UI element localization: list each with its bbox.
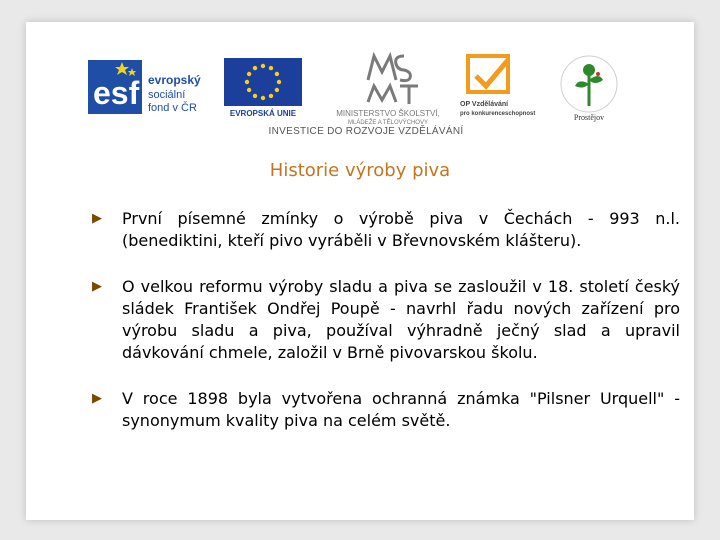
svg-text:esf: esf: [93, 75, 140, 111]
eu-star: [247, 72, 251, 76]
eu-star: [245, 80, 249, 84]
eu-text: EVROPSKÁ UNIE: [229, 109, 297, 118]
eu-star: [275, 88, 279, 92]
bullet-item: [92, 388, 680, 432]
bullet-list: [92, 208, 680, 456]
op-text-1: OP Vzdělávání: [460, 101, 509, 108]
slide: [26, 22, 694, 520]
investment-caption: INVESTICE DO ROZVOJE VZDĚLÁVÁNÍ: [268, 126, 464, 137]
eu-star: [253, 66, 257, 70]
bullet-item: [92, 276, 680, 364]
msmt-text-2: MLÁDEŽE A TĚLOVÝCHOVY: [348, 120, 428, 124]
esf-logo: [88, 54, 218, 118]
eu-star: [269, 66, 273, 70]
eu-star: [261, 64, 265, 68]
eu-star: [261, 96, 265, 100]
esf-text-2: sociální: [148, 89, 186, 101]
eu-star: [269, 94, 273, 98]
op-vzdelavani-logo: [456, 52, 546, 122]
msmt-text-1: MINISTERSTVO ŠKOLSTVÍ,: [336, 109, 440, 118]
eu-star: [253, 94, 257, 98]
bullet-icon: ▶: [92, 211, 102, 226]
bullet-text: O velkou reformu výroby sladu a piva se zasloužil v 18. století český sládek František Ondřej Poupě - navrhl řadu nových zařízení pro výrobu sladu a piva, používal výhradně ječný slad a upravil dávkování chmele, založil v Brně pivovarskou školu.: [122, 277, 680, 362]
esf-text-3: fond v ČR: [148, 102, 197, 114]
slide-title: Historie výroby piva: [269, 160, 451, 181]
msmt-logo: [308, 50, 468, 124]
esf-text-1: evropský: [148, 73, 201, 87]
bullet-icon: ▶: [92, 391, 102, 406]
eu-star: [247, 88, 251, 92]
logo-bar: [26, 22, 694, 147]
bullet-text: V roce 1898 byla vytvořena ochranná známka "Pilsner Urquell" - synonymum kvality piva na celém světě.: [122, 389, 680, 430]
eu-star: [275, 72, 279, 76]
op-text-2: pro konkurenceschopnost: [460, 111, 536, 117]
school-seal-logo: [554, 52, 624, 122]
eu-flag-logo: [224, 54, 302, 118]
bullet-icon: ▶: [92, 279, 102, 294]
bullet-item: [92, 208, 680, 252]
eu-star: [277, 80, 281, 84]
bullet-text: První písemné zmínky o výrobě piva v Čechách - 993 n.l. (benediktini, kteří pivo vyráběli v Břevnovském klášteru).: [122, 209, 680, 250]
seal-text: Prostějov: [573, 113, 605, 122]
